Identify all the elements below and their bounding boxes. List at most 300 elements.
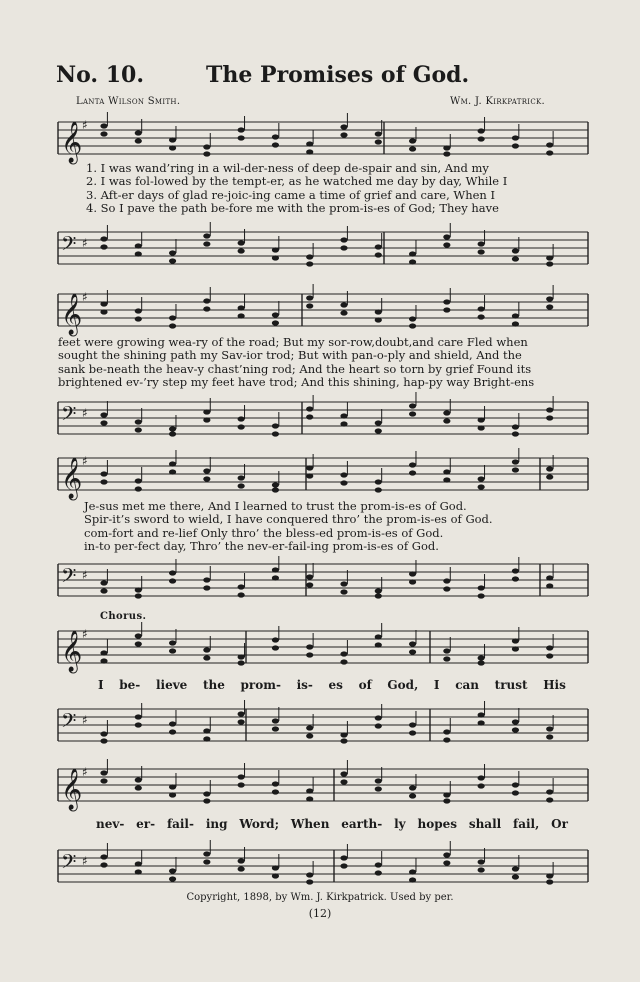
notehead <box>443 798 450 803</box>
notehead <box>238 416 245 421</box>
chorus-word: prom- <box>240 678 281 692</box>
notehead <box>169 876 176 881</box>
chorus-word: lieve <box>155 678 188 692</box>
copyright-notice: Copyright, 1898, by Wm. J. Kirkpatrick. Used by per. <box>186 892 454 903</box>
notehead <box>306 261 313 266</box>
notehead <box>135 138 142 143</box>
notehead <box>169 426 176 431</box>
notehead <box>512 467 519 472</box>
notehead <box>203 298 210 303</box>
notehead <box>272 726 279 731</box>
notehead <box>238 592 245 597</box>
lyric-verse-2: sought the shining path my Sav-ior trod; But with pan-o-ply and shield, And the <box>58 348 522 363</box>
notehead <box>238 774 245 779</box>
notehead <box>478 783 485 788</box>
notehead <box>169 137 176 142</box>
notehead <box>272 320 279 325</box>
notehead <box>203 585 210 590</box>
notehead <box>272 487 279 492</box>
notehead <box>169 258 176 263</box>
treble-staff <box>0 290 640 335</box>
notehead <box>203 241 210 246</box>
key-signature-sharp-icon: ♯ <box>82 290 88 304</box>
notehead <box>169 792 176 797</box>
notehead <box>512 790 519 795</box>
notehead <box>409 138 416 143</box>
notehead <box>340 421 347 426</box>
notehead <box>512 576 519 581</box>
notehead <box>546 734 553 739</box>
notehead <box>306 473 313 478</box>
notehead <box>340 245 347 250</box>
notehead <box>135 427 142 432</box>
notehead <box>238 711 245 716</box>
notehead <box>443 410 450 415</box>
notehead <box>443 418 450 423</box>
notehead <box>409 785 416 790</box>
notehead <box>546 583 553 588</box>
notehead <box>443 234 450 239</box>
lyrics-system-3 <box>84 500 570 554</box>
notehead <box>443 648 450 653</box>
notehead <box>272 873 279 878</box>
notehead <box>340 302 347 307</box>
chorus-word: shall <box>468 817 502 831</box>
notehead <box>238 135 245 140</box>
notehead <box>546 726 553 731</box>
notehead <box>272 645 279 650</box>
chorus-lyrics-line-1 <box>98 678 566 692</box>
notehead <box>512 866 519 871</box>
notehead <box>238 248 245 253</box>
lyric-verse-1: Je-sus met me there, And I learned to trust the prom-is-es of God. <box>84 499 467 513</box>
treble-clef-icon: 𝄞 <box>61 122 83 163</box>
notehead <box>306 141 313 146</box>
notehead <box>478 136 485 141</box>
chorus-word: ly <box>394 817 406 831</box>
chorus-word: fail- <box>166 817 194 831</box>
notehead <box>100 301 107 306</box>
notehead <box>306 725 313 730</box>
notehead <box>375 715 382 720</box>
chorus-word: fail, <box>513 817 540 831</box>
notehead <box>306 733 313 738</box>
notehead <box>478 593 485 598</box>
lyrics-system-1 <box>86 162 576 216</box>
chorus-lyrics-line-2 <box>96 817 568 831</box>
notehead <box>409 869 416 874</box>
notehead <box>375 479 382 484</box>
notehead <box>272 142 279 147</box>
notehead <box>238 424 245 429</box>
notehead <box>546 304 553 309</box>
notehead <box>135 641 142 646</box>
chorus-word: Word; <box>239 817 280 831</box>
chorus-word: can <box>455 678 479 692</box>
notehead <box>306 644 313 649</box>
bass-staff <box>0 846 640 888</box>
notehead <box>409 470 416 475</box>
notehead <box>375 634 382 639</box>
notehead <box>203 859 210 864</box>
notehead <box>409 722 416 727</box>
lyric-verse-3: 3. Aft-er days of glad re-joic-ing came a time of grief and care, When I <box>86 187 496 202</box>
notehead <box>375 487 382 492</box>
notehead <box>340 659 347 664</box>
notehead <box>409 323 416 328</box>
notehead <box>238 584 245 589</box>
notehead <box>375 420 382 425</box>
notehead <box>375 723 382 728</box>
notehead <box>306 414 313 419</box>
chorus-word: of <box>358 678 372 692</box>
lyric-verse-4: 4. So I pave the path be-fore me with the prom-is-es of God; They have <box>86 201 499 216</box>
notehead <box>340 237 347 242</box>
notehead <box>375 588 382 593</box>
notehead <box>512 782 519 787</box>
lyric-verse-1: feet were growing wea-ry of the road; But my sor-row,doubt,and care Fled when <box>58 335 528 349</box>
notehead <box>306 574 313 579</box>
notehead <box>340 863 347 868</box>
notehead <box>135 722 142 727</box>
key-signature-sharp-icon: ♯ <box>82 713 88 727</box>
notehead <box>238 782 245 787</box>
notehead <box>100 580 107 585</box>
notehead <box>135 785 142 790</box>
notehead <box>409 579 416 584</box>
notehead <box>546 789 553 794</box>
notehead <box>272 718 279 723</box>
notehead <box>375 870 382 875</box>
notehead <box>272 482 279 487</box>
notehead <box>100 244 107 249</box>
notehead <box>478 775 485 780</box>
notehead <box>238 654 245 659</box>
notehead <box>100 731 107 736</box>
notehead <box>409 730 416 735</box>
notehead <box>238 240 245 245</box>
notehead <box>203 476 210 481</box>
notehead <box>512 431 519 436</box>
key-signature-sharp-icon: ♯ <box>82 236 88 250</box>
notehead <box>203 736 210 741</box>
notehead <box>375 131 382 136</box>
notehead <box>546 873 553 878</box>
chorus-word: be- <box>119 678 141 692</box>
notehead <box>512 646 519 651</box>
notehead <box>272 781 279 786</box>
bass-clef-icon: 𝄢 <box>61 232 77 260</box>
notehead <box>135 593 142 598</box>
notehead <box>169 729 176 734</box>
treble-clef-icon: 𝄞 <box>61 458 83 499</box>
notehead <box>203 468 210 473</box>
lyricist-credit: Lanta Wilson Smith. <box>76 96 181 107</box>
notehead <box>203 577 210 582</box>
notehead <box>340 310 347 315</box>
notehead <box>238 660 245 665</box>
hymn-number: No. 10. <box>56 62 144 88</box>
notehead <box>375 428 382 433</box>
notehead <box>203 144 210 149</box>
notehead <box>238 313 245 318</box>
notehead <box>478 655 485 660</box>
notehead <box>478 425 485 430</box>
notehead <box>100 650 107 655</box>
notehead <box>100 420 107 425</box>
notehead <box>100 778 107 783</box>
notehead <box>375 252 382 257</box>
chorus-word: I <box>98 678 104 692</box>
notehead <box>306 582 313 587</box>
notehead <box>443 852 450 857</box>
notehead <box>203 417 210 422</box>
lyrics-system-2 <box>58 336 578 390</box>
notehead <box>375 317 382 322</box>
notehead <box>203 851 210 856</box>
notehead <box>512 321 519 326</box>
notehead <box>443 792 450 797</box>
lyric-verse-3: sank be-neath the heav-y chast’ning rod; And the heart so torn by grief Found its <box>58 361 532 376</box>
notehead <box>238 475 245 480</box>
notehead <box>409 259 416 264</box>
notehead <box>203 647 210 652</box>
chorus-word: hopes <box>417 817 457 831</box>
chorus-word: es <box>328 678 343 692</box>
bass-staff <box>0 228 640 270</box>
notehead <box>512 248 519 253</box>
chorus-word: I <box>433 678 440 692</box>
notehead <box>272 637 279 642</box>
notehead <box>135 777 142 782</box>
notehead <box>272 312 279 317</box>
treble-staff <box>0 627 640 672</box>
key-signature-sharp-icon: ♯ <box>82 568 88 582</box>
notehead <box>512 313 519 318</box>
notehead <box>546 150 553 155</box>
chorus-word: His <box>543 678 566 692</box>
key-signature-sharp-icon: ♯ <box>82 854 88 868</box>
notehead <box>100 236 107 241</box>
notehead <box>169 323 176 328</box>
notehead <box>443 586 450 591</box>
composer-credit: Wm. J. Kirkpatrick. <box>450 96 546 107</box>
notehead <box>340 132 347 137</box>
chorus-word: earth- <box>341 817 383 831</box>
notehead <box>409 251 416 256</box>
chorus-word: the <box>202 678 225 692</box>
key-signature-sharp-icon: ♯ <box>82 406 88 420</box>
notehead <box>306 465 313 470</box>
notehead <box>238 305 245 310</box>
notehead <box>135 633 142 638</box>
hymn-title: The Promises of God. <box>206 62 470 88</box>
notehead <box>340 855 347 860</box>
notehead <box>375 593 382 598</box>
treble-clef-icon: 𝄞 <box>61 294 83 335</box>
treble-staff <box>0 454 640 499</box>
notehead <box>546 255 553 260</box>
key-signature-sharp-icon: ♯ <box>82 118 88 132</box>
notehead <box>512 143 519 148</box>
notehead <box>238 858 245 863</box>
notehead <box>546 575 553 580</box>
bass-staff <box>0 398 640 440</box>
notehead <box>272 247 279 252</box>
notehead <box>272 431 279 436</box>
notehead <box>135 419 142 424</box>
notehead <box>100 854 107 859</box>
notehead <box>375 862 382 867</box>
notehead <box>340 413 347 418</box>
notehead <box>100 471 107 476</box>
notehead <box>375 786 382 791</box>
notehead <box>443 145 450 150</box>
notehead <box>340 581 347 586</box>
notehead <box>272 567 279 572</box>
notehead <box>135 308 142 313</box>
notehead <box>203 791 210 796</box>
notehead <box>135 316 142 321</box>
bass-staff <box>0 705 640 747</box>
chorus-word: is- <box>296 678 313 692</box>
notehead <box>546 474 553 479</box>
notehead <box>512 459 519 464</box>
chorus-label: Chorus. <box>100 611 147 622</box>
notehead <box>443 242 450 247</box>
notehead <box>546 645 553 650</box>
notehead <box>203 233 210 238</box>
notehead <box>169 250 176 255</box>
treble-clef-icon: 𝄞 <box>61 769 83 810</box>
notehead <box>409 146 416 151</box>
notehead <box>306 303 313 308</box>
notehead <box>340 738 347 743</box>
notehead <box>135 251 142 256</box>
notehead <box>443 299 450 304</box>
chorus-word: God, <box>387 678 419 692</box>
bass-clef-icon: 𝄢 <box>61 564 77 592</box>
notehead <box>169 469 176 474</box>
notehead <box>375 778 382 783</box>
bass-clef-icon: 𝄢 <box>61 709 77 737</box>
notehead <box>306 796 313 801</box>
notehead <box>135 243 142 248</box>
notehead <box>100 309 107 314</box>
notehead <box>169 461 176 466</box>
notehead <box>340 771 347 776</box>
notehead <box>169 868 176 873</box>
notehead <box>169 315 176 320</box>
notehead <box>443 737 450 742</box>
notehead <box>203 655 210 660</box>
notehead <box>443 477 450 482</box>
lyric-verse-4: in-to per-fect day, Thro’ the nev-er-fail-ing prom-is-es of God. <box>84 539 439 554</box>
notehead <box>478 417 485 422</box>
notehead <box>478 249 485 254</box>
notehead <box>409 877 416 882</box>
notehead <box>100 131 107 136</box>
notehead <box>512 424 519 429</box>
notehead <box>169 570 176 575</box>
notehead <box>306 149 313 154</box>
lyric-verse-2: 2. I was fol-lowed by the tempt-er, as he watched me day by day, While I <box>86 174 508 189</box>
notehead <box>478 306 485 311</box>
notehead <box>306 788 313 793</box>
notehead <box>135 130 142 135</box>
notehead <box>203 151 210 156</box>
notehead <box>169 648 176 653</box>
notehead <box>478 585 485 590</box>
notehead <box>443 578 450 583</box>
notehead <box>100 412 107 417</box>
notehead <box>478 314 485 319</box>
notehead <box>409 649 416 654</box>
chorus-word: trust <box>494 678 528 692</box>
notehead <box>272 134 279 139</box>
notehead <box>443 860 450 865</box>
notehead <box>375 244 382 249</box>
notehead <box>409 411 416 416</box>
notehead <box>546 261 553 266</box>
notehead <box>478 128 485 133</box>
notehead <box>546 879 553 884</box>
notehead <box>443 151 450 156</box>
notehead <box>100 479 107 484</box>
bass-clef-icon: 𝄢 <box>61 850 77 878</box>
notehead <box>478 712 485 717</box>
notehead <box>512 727 519 732</box>
chorus-word: nev- <box>96 817 125 831</box>
notehead <box>100 658 107 663</box>
notehead <box>375 139 382 144</box>
notehead <box>443 729 450 734</box>
notehead <box>306 872 313 877</box>
chorus-word: When <box>290 817 330 831</box>
title-row <box>56 62 586 92</box>
notehead <box>203 798 210 803</box>
notehead <box>478 867 485 872</box>
notehead <box>512 256 519 261</box>
notehead <box>340 124 347 129</box>
notehead <box>478 660 485 665</box>
key-signature-sharp-icon: ♯ <box>82 454 88 468</box>
notehead <box>272 789 279 794</box>
notehead <box>272 423 279 428</box>
notehead <box>100 770 107 775</box>
notehead <box>203 306 210 311</box>
notehead <box>512 568 519 573</box>
notehead <box>512 874 519 879</box>
notehead <box>169 721 176 726</box>
notehead <box>135 714 142 719</box>
notehead <box>478 241 485 246</box>
notehead <box>546 466 553 471</box>
notehead <box>478 484 485 489</box>
notehead <box>546 653 553 658</box>
notehead <box>100 588 107 593</box>
notehead <box>340 589 347 594</box>
page-number: (12) <box>308 907 332 920</box>
notehead <box>135 486 142 491</box>
lyric-verse-2: Spir-it’s sword to wield, I have conquered thro’ the prom-is-es of God. <box>84 512 493 527</box>
notehead <box>478 720 485 725</box>
notehead <box>443 307 450 312</box>
notehead <box>306 879 313 884</box>
chorus-word: ing <box>205 817 228 831</box>
notehead <box>169 784 176 789</box>
notehead <box>306 295 313 300</box>
